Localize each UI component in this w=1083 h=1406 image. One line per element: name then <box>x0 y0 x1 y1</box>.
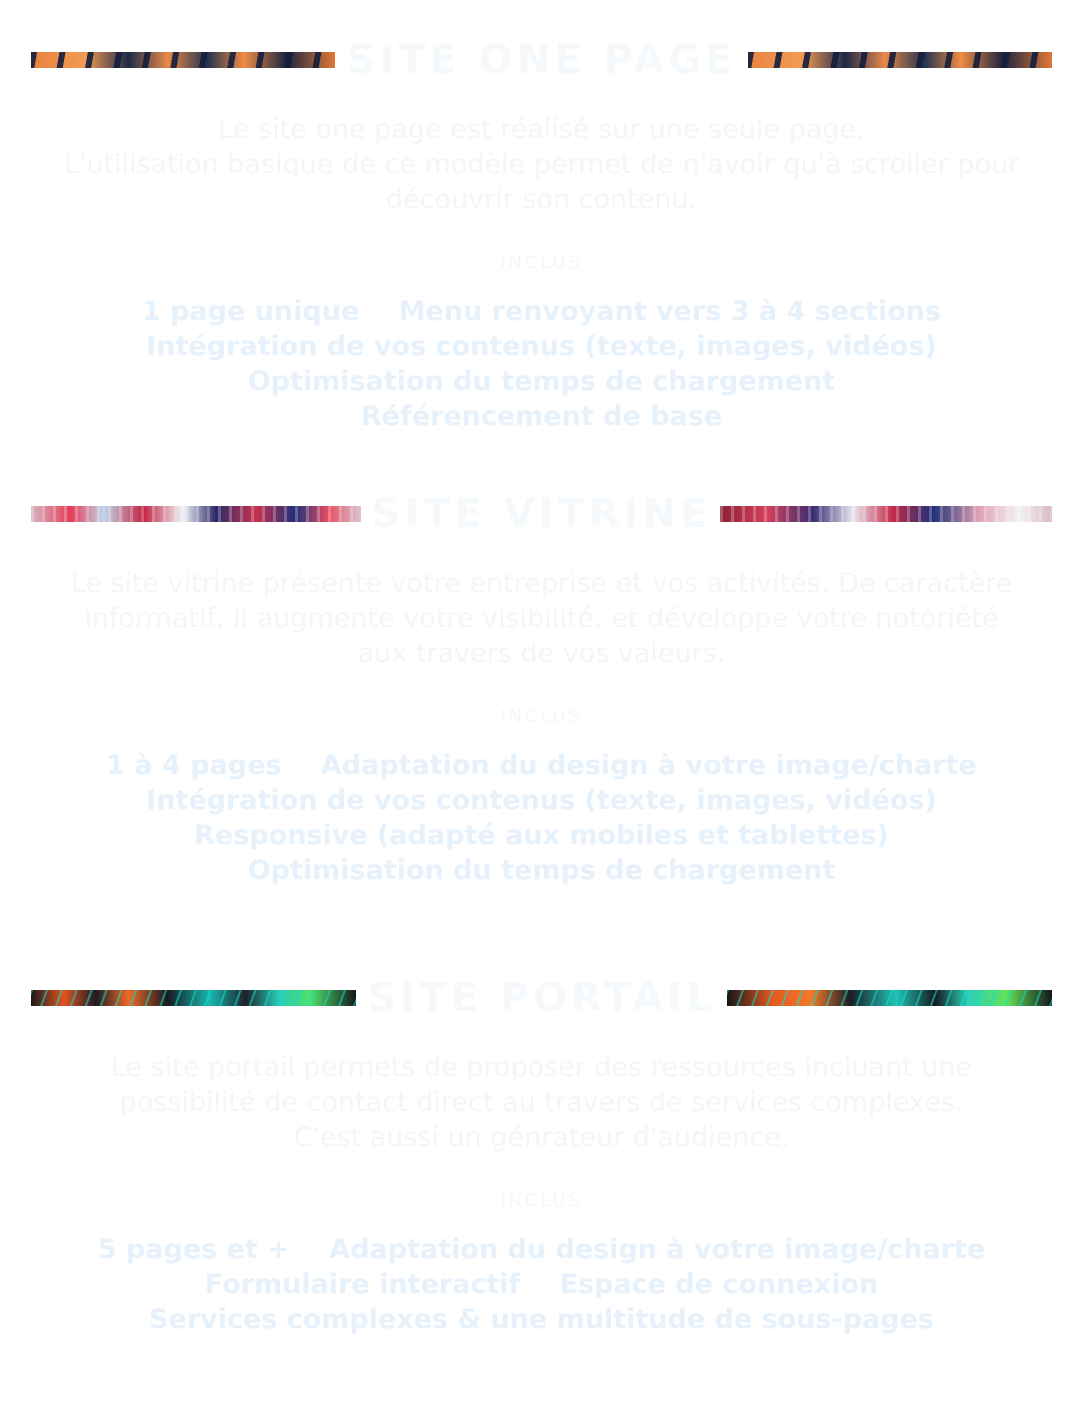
section-description <box>20 1050 1063 1155</box>
feature-item: Espace de connexion <box>559 1269 879 1300</box>
feature-list <box>30 294 1053 434</box>
decorative-bar-right <box>720 506 1052 522</box>
feature-item: Adaptation du design à votre image/charte <box>329 1234 986 1265</box>
section-site-one-page <box>0 30 1083 432</box>
section-site-portail <box>0 968 1083 1335</box>
feature-line <box>30 1232 1053 1267</box>
feature-item: Formulaire interactif <box>204 1269 521 1300</box>
feature-item: 5 pages et + <box>97 1234 290 1265</box>
description-line: L'utilisation basique de ce modèle permet de n'avoir qu'à scroller pour <box>63 149 1020 180</box>
description-line: Le site one page est réalisé sur une seule page. <box>218 114 865 145</box>
section-description <box>20 566 1063 671</box>
section-subtitle: INCLUS <box>499 1190 584 1211</box>
section-title: SITE PORTAIL <box>367 975 716 1021</box>
feature-list <box>30 1232 1053 1337</box>
feature-line <box>30 329 1053 399</box>
feature-item: Intégration de vos contenus (texte, images, vidéos) <box>146 331 937 362</box>
description-line: aux travers de vos valeurs. <box>357 638 726 669</box>
feature-line <box>30 783 1053 818</box>
feature-line <box>30 399 1053 434</box>
feature-item: Référencement de base <box>360 401 723 432</box>
description-line: C'est aussi un génrateur d'audience. <box>293 1122 790 1153</box>
feature-item: 1 à 4 pages <box>106 750 282 781</box>
feature-item: Services complexes & une multitude de sous-pages <box>149 1304 934 1335</box>
feature-line <box>30 1302 1053 1337</box>
feature-line <box>30 294 1053 329</box>
description-line: découvrir son contenu. <box>385 184 698 215</box>
feature-item: Intégration de vos contenus (texte, images, vidéos) <box>146 785 937 816</box>
section-subtitle: INCLUS <box>499 252 584 273</box>
feature-list <box>30 748 1053 888</box>
section-header <box>0 484 1083 544</box>
section-description <box>20 112 1063 217</box>
feature-line <box>30 818 1053 853</box>
section-header <box>0 968 1083 1028</box>
section-title: SITE VITRINE <box>371 491 712 537</box>
feature-line <box>30 748 1053 783</box>
feature-item: Optimisation du temps de chargement <box>247 855 836 886</box>
description-line: informatif, il augmente votre visibilité, et développe votre notoriété <box>84 603 999 634</box>
decorative-bar-right <box>727 990 1052 1006</box>
description-line: Le site vitrine présente votre entreprise et vos activités. De caractère <box>70 568 1013 599</box>
section-title: SITE ONE PAGE <box>346 37 737 83</box>
decorative-bar-right <box>748 52 1052 68</box>
feature-item: Adaptation du design à votre image/charte <box>320 750 977 781</box>
description-line: Le site portail permets de proposer des ressources incluant une <box>110 1052 973 1083</box>
feature-item: Menu renvoyant vers 3 à 4 sections <box>398 296 942 327</box>
feature-line <box>30 1267 1053 1302</box>
section-subtitle: INCLUS <box>499 706 584 727</box>
section-header <box>0 30 1083 90</box>
feature-item: 1 page unique <box>141 296 360 327</box>
feature-line <box>30 853 1053 888</box>
description-line: possibilité de contact direct au travers de services complexes. <box>119 1087 964 1118</box>
feature-item: Responsive (adapté aux mobiles et tablettes) <box>194 820 889 851</box>
feature-item: Optimisation du temps de chargement <box>247 366 836 397</box>
section-site-vitrine <box>0 484 1083 886</box>
